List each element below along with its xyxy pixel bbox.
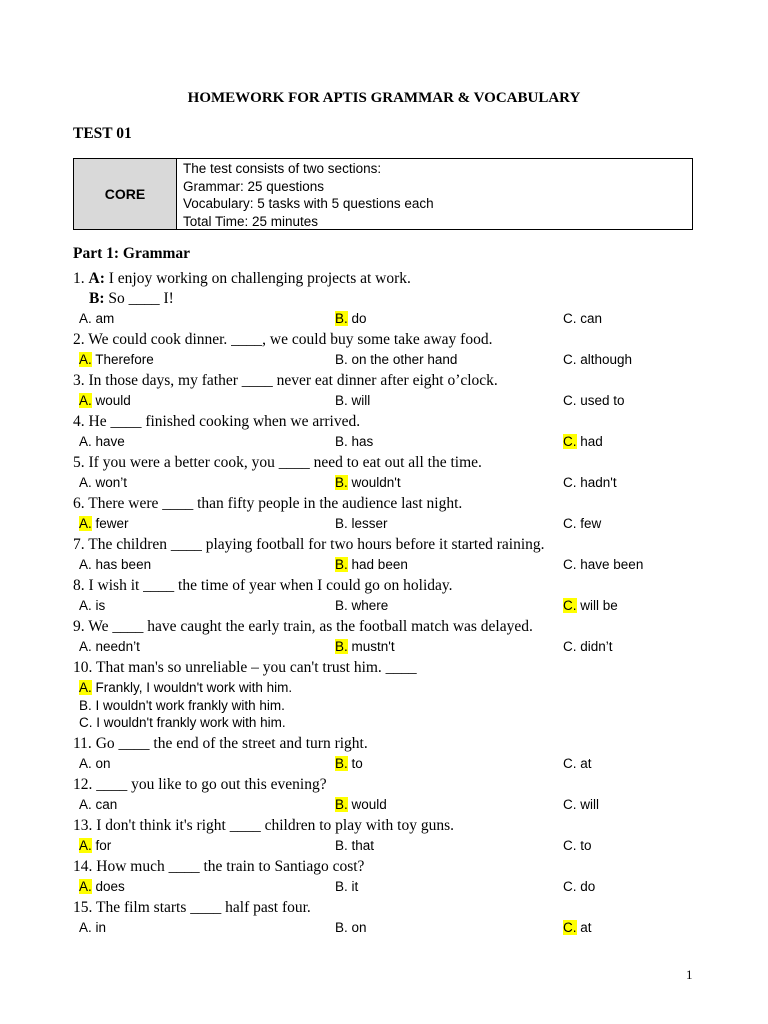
question-item — [73, 330, 713, 371]
answer-option[interactable] — [563, 557, 643, 572]
question-number: 12. — [73, 775, 93, 793]
option-letter: A. — [79, 919, 92, 935]
option-letter: B. — [335, 878, 348, 894]
part-heading: Part 1: Grammar — [73, 245, 191, 262]
question-text: In those days, my father ____ never eat dinner after eight o’clock. — [88, 372, 498, 389]
option-letter: C. — [563, 878, 577, 894]
answer-option[interactable] — [563, 598, 618, 613]
question-item — [73, 857, 713, 898]
question-line — [73, 617, 713, 637]
answer-option[interactable] — [563, 352, 632, 367]
answer-option[interactable] — [79, 516, 129, 531]
question-item — [73, 734, 713, 775]
question-line — [73, 289, 713, 309]
question-number: 1. — [73, 270, 85, 287]
option-text: mustn't — [351, 639, 395, 654]
option-letter-highlighted: C. — [563, 434, 577, 449]
option-text: am — [95, 311, 115, 326]
answer-option[interactable] — [563, 639, 613, 654]
question-item — [73, 412, 713, 453]
option-letter: B. — [335, 516, 348, 531]
option-text: do — [351, 311, 367, 326]
option-letter-highlighted: A. — [79, 393, 92, 408]
answer-option[interactable] — [79, 838, 111, 853]
answer-row — [79, 697, 713, 715]
answer-option[interactable] — [79, 715, 286, 730]
option-letter: A. — [79, 434, 92, 449]
option-letter-highlighted: B. — [335, 639, 348, 654]
question-item — [73, 816, 713, 857]
answer-option[interactable] — [79, 879, 125, 894]
option-text: is — [95, 598, 106, 613]
answer-option[interactable] — [79, 639, 140, 654]
option-letter-highlighted: A. — [79, 516, 92, 531]
option-letter-highlighted: B. — [335, 311, 348, 326]
option-letter: B. — [335, 393, 348, 408]
answer-option[interactable] — [79, 680, 292, 695]
question-text: We ____ have caught the early train, as the football match was delayed. — [88, 618, 533, 635]
question-number: 6. — [73, 495, 85, 512]
question-text: I don't think it's right ____ children to play with toy guns. — [96, 816, 455, 834]
answer-option[interactable] — [335, 838, 374, 853]
option-letter-highlighted: C. — [563, 919, 577, 935]
info-line: The test consists of two sections: — [183, 161, 382, 176]
question-item — [73, 617, 713, 658]
answer-option[interactable] — [79, 756, 111, 771]
answer-option[interactable] — [79, 797, 117, 812]
question-line — [73, 412, 713, 432]
option-letter: C. — [563, 311, 577, 326]
question-item — [73, 453, 713, 494]
question-item — [73, 535, 713, 576]
answer-options — [73, 877, 713, 898]
answer-options — [73, 596, 713, 617]
answer-option[interactable] — [79, 434, 125, 449]
answer-option[interactable] — [79, 920, 106, 935]
info-line: Vocabulary: 5 tasks with 5 questions each — [183, 196, 434, 211]
option-letter: C. — [563, 557, 577, 572]
answer-options — [73, 350, 713, 371]
answer-options — [73, 637, 713, 658]
info-box — [73, 158, 693, 230]
option-letter: A. — [79, 311, 92, 326]
answer-option[interactable] — [563, 434, 603, 449]
option-letter-highlighted: C. — [563, 598, 577, 613]
answer-options — [73, 836, 713, 857]
option-text: I wouldn't frankly work with him. — [96, 715, 286, 730]
option-text: that — [351, 837, 375, 853]
option-text: would — [95, 393, 131, 408]
option-text: have — [95, 434, 125, 449]
question-text: He ____ finished cooking when we arrived. — [88, 413, 361, 430]
answer-options — [73, 795, 713, 816]
option-letter-highlighted: B. — [335, 755, 348, 771]
option-letter: C. — [563, 639, 577, 654]
answer-option[interactable] — [335, 434, 373, 449]
answer-options — [73, 918, 713, 939]
speaker-label: B: — [89, 290, 105, 307]
question-number: 3. — [73, 372, 85, 389]
question-list — [73, 269, 713, 939]
option-text: had been — [351, 557, 408, 572]
info-line: Grammar: 25 questions — [183, 178, 325, 194]
option-text: hadn't — [580, 475, 617, 490]
answer-option[interactable] — [563, 879, 595, 894]
question-line — [73, 371, 713, 391]
question-number: 2. — [73, 331, 85, 348]
answer-option[interactable] — [335, 756, 363, 771]
option-letter-highlighted: B. — [335, 475, 348, 490]
option-text: at — [580, 919, 592, 935]
question-item — [73, 775, 713, 816]
answer-option[interactable] — [335, 797, 387, 812]
option-letter: C. — [563, 516, 577, 531]
option-letter: B. — [335, 919, 348, 935]
question-line — [73, 775, 713, 795]
answer-option[interactable] — [563, 920, 592, 935]
answer-option[interactable] — [335, 879, 358, 894]
option-letter: A. — [79, 557, 92, 572]
info-box-description — [177, 159, 434, 229]
question-number: 5. — [73, 454, 85, 471]
answer-options — [73, 309, 713, 330]
question-text: That man's so unreliable – you can't trust him. ____ — [95, 659, 417, 676]
question-line — [73, 330, 713, 350]
answer-option[interactable] — [79, 352, 154, 367]
option-letter: A. — [79, 598, 92, 613]
question-number: 15. — [73, 898, 93, 916]
answer-option[interactable] — [335, 311, 367, 326]
option-text: can — [580, 311, 603, 326]
question-line — [73, 658, 713, 678]
answer-options — [73, 473, 713, 494]
question-line — [73, 269, 713, 289]
question-line — [73, 898, 713, 918]
option-text: will — [580, 796, 600, 812]
option-text: needn’t — [95, 639, 140, 654]
question-line — [73, 453, 713, 473]
option-text: won’t — [95, 475, 128, 490]
question-number: 11. — [73, 734, 92, 752]
question-line — [73, 494, 713, 514]
answer-option[interactable] — [79, 598, 105, 613]
option-letter-highlighted: A. — [79, 352, 92, 367]
option-letter: C. — [563, 755, 577, 771]
document-title: HOMEWORK FOR APTIS GRAMMAR & VOCABULARY — [187, 90, 581, 106]
option-letter: A. — [79, 475, 92, 490]
answer-options — [73, 514, 713, 535]
answer-option[interactable] — [335, 393, 370, 408]
option-text: on — [95, 755, 111, 771]
question-text: How much ____ the train to Santiago cost? — [96, 857, 365, 875]
option-text: where — [351, 598, 389, 613]
option-text: used to — [580, 393, 625, 408]
page-number: 1 — [686, 967, 693, 982]
option-text: lesser — [351, 516, 388, 531]
question-number: 8. — [73, 577, 85, 594]
question-text: If you were a better cook, you ____ need to eat out all the time. — [88, 454, 482, 471]
answer-option[interactable] — [335, 516, 388, 531]
question-number: 4. — [73, 413, 85, 430]
question-text: There were ____ than fifty people in the audience last night. — [88, 495, 463, 512]
option-letter: C. — [563, 475, 577, 490]
option-letter: C. — [563, 352, 577, 367]
option-text: on the other hand — [351, 352, 458, 367]
option-text: in — [95, 919, 107, 935]
option-letter: B. — [79, 697, 92, 713]
answer-option[interactable] — [79, 698, 285, 713]
answer-option[interactable] — [563, 516, 601, 531]
option-letter-highlighted: B. — [335, 796, 348, 812]
option-text: to — [351, 755, 363, 771]
option-text: wouldn't — [351, 475, 401, 490]
question-text: I wish it ____ the time of year when I could go on holiday. — [88, 577, 453, 594]
option-text: Therefore — [95, 352, 154, 367]
option-letter: B. — [335, 434, 348, 449]
option-letter: C. — [79, 715, 93, 730]
option-text: can — [95, 796, 118, 812]
question-line — [73, 816, 713, 836]
option-text: would — [351, 796, 387, 812]
question-item — [73, 576, 713, 617]
answer-option[interactable] — [335, 475, 401, 490]
answer-option[interactable] — [79, 557, 151, 572]
test-label: TEST 01 — [73, 125, 132, 142]
option-text: didn’t — [580, 639, 613, 654]
answer-option[interactable] — [335, 557, 408, 572]
option-letter-highlighted: B. — [335, 557, 348, 572]
option-letter: A. — [79, 639, 92, 654]
option-text: does — [95, 878, 125, 894]
option-text: although — [580, 352, 633, 367]
option-letter: C. — [563, 837, 577, 853]
option-text: has — [351, 434, 374, 449]
option-letter-highlighted: A. — [79, 878, 92, 894]
option-text: had — [580, 434, 603, 449]
answer-options — [73, 555, 713, 576]
option-letter: C. — [563, 393, 577, 408]
answer-options — [73, 391, 713, 412]
question-number: 14. — [73, 857, 93, 875]
option-letter: B. — [335, 837, 348, 853]
answer-option[interactable] — [79, 393, 131, 408]
question-text: Go ____ the end of the street and turn right. — [95, 734, 368, 752]
option-letter: A. — [79, 796, 92, 812]
question-text: The children ____ playing football for two hours before it started raining. — [88, 536, 545, 553]
question-item — [73, 658, 713, 734]
answer-options — [73, 754, 713, 775]
answer-option[interactable] — [563, 797, 599, 812]
option-text: Frankly, I wouldn't work with him. — [95, 680, 293, 695]
answer-row — [79, 679, 713, 697]
option-letter-highlighted: A. — [79, 680, 92, 695]
option-text: to — [580, 837, 592, 853]
answer-option[interactable] — [335, 639, 395, 654]
option-text: will — [351, 393, 371, 408]
option-text: it — [351, 878, 359, 894]
question-text: The film starts ____ half past four. — [95, 898, 311, 916]
option-letter: B. — [335, 352, 348, 367]
answer-option[interactable] — [563, 311, 602, 326]
option-text: has been — [95, 557, 152, 572]
answer-option[interactable] — [563, 756, 592, 771]
question-text: We could cook dinner. ____, we could buy some take away food. — [88, 331, 493, 348]
question-line — [73, 535, 713, 555]
option-text: fewer — [95, 516, 129, 531]
question-number: 13. — [73, 816, 93, 834]
option-text: do — [580, 878, 596, 894]
option-letter: B. — [335, 598, 348, 613]
speaker-label: A: — [88, 270, 105, 287]
question-item — [73, 371, 713, 412]
question-line — [73, 734, 713, 754]
option-text: few — [580, 516, 602, 531]
question-item — [73, 898, 713, 939]
answer-option[interactable] — [563, 393, 625, 408]
answer-option[interactable] — [563, 838, 592, 853]
option-text: on — [351, 919, 367, 935]
question-text: ____ you like to go out this evening? — [96, 775, 327, 793]
answer-option[interactable] — [335, 920, 367, 935]
question-line — [73, 576, 713, 596]
question-item — [73, 269, 713, 330]
question-text: I enjoy working on challenging projects at work. — [108, 270, 411, 287]
info-box-section-label: CORE — [74, 159, 177, 229]
info-line: Total Time: 25 minutes — [183, 213, 319, 229]
answer-options — [73, 678, 713, 734]
option-text: have been — [580, 557, 644, 572]
question-number: 7. — [73, 536, 85, 553]
answer-option[interactable] — [335, 598, 388, 613]
question-line — [73, 857, 713, 877]
option-text: for — [95, 837, 112, 853]
option-letter: C. — [563, 796, 577, 812]
answer-option[interactable] — [335, 352, 457, 367]
question-item — [73, 494, 713, 535]
option-letter: A. — [79, 755, 92, 771]
question-number: 9. — [73, 618, 85, 635]
option-letter-highlighted: A. — [79, 837, 92, 853]
question-number: 10. — [73, 659, 93, 676]
answer-option[interactable] — [563, 475, 617, 490]
option-text: at — [580, 755, 592, 771]
answer-option[interactable] — [79, 475, 127, 490]
answer-options — [73, 432, 713, 453]
answer-row — [79, 714, 713, 732]
question-text: So ____ I! — [108, 290, 174, 307]
option-text: I wouldn't work frankly with him. — [95, 697, 285, 713]
answer-option[interactable] — [79, 311, 114, 326]
option-text: will be — [580, 598, 618, 613]
